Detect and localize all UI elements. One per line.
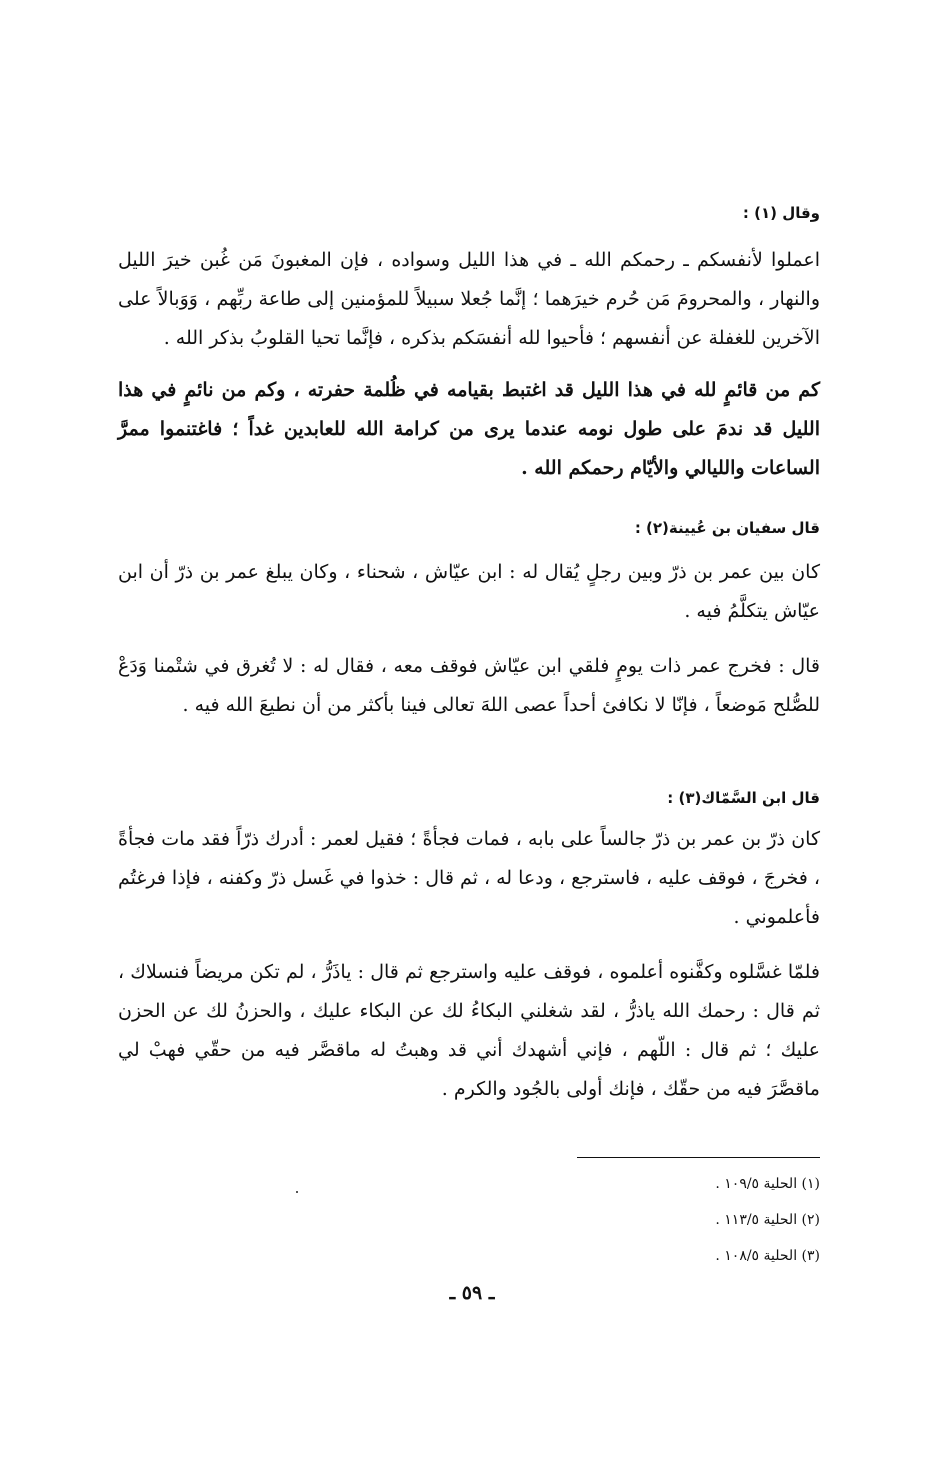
footnote-separator bbox=[577, 1157, 820, 1158]
paragraph: قال : فخرج عمر ذات يومٍ فلقي ابن عيّاش فوقف معه ، فقال له : لا تُغرق في شتْمنا وَدَعْ للصُّلح مَوضعاً ، فإنّا لا نكافئ أحداً عصى اللهَ تعالى فينا بأكثر من أن نطيعَ الله فيه . bbox=[118, 655, 820, 716]
footnote: (٣) الحلية ١٠٨/٥ . bbox=[715, 1248, 820, 1264]
paragraph: فلمّا غسَّلوه وكفَّنوه أعلموه ، فوقف عليه واسترجع ثم قال : ياذَرُّ ، لم تكن مريضاً فنسلاك ، ثم قال : رحمك الله ياذرُّ ، لقد شغلني البكاءُ لك عن البكاء عليك ، والحزنُ لك عن الحزن عليك ؛ ثم قال : اللّهم ، فإني أشهدك أني قد وهبتُ له ماقصَّر فيه من حقّي فهبْ لي ماقصَّرَ فيه من حقّك ، فإنك أولى بالجُود والكرم . bbox=[118, 961, 820, 1100]
paragraph: كان ذرّ بن عمر بن ذرّ جالساً على بابه ، فمات فجأةً ؛ فقيل لعمر : أدرك ذرّاً فقد مات فجأةً ، فخرجَ ، فوقف عليه ، فاسترجع ، ودعا له ، ثم قال : خذوا في غَسل ذرّ وكفنه ، فإذا فرغتُم فأعلموني . bbox=[118, 828, 820, 928]
paragraph: كم من قائمٍ لله في هذا الليل قد اغتبط بقيامه في ظُلمة حفرته ، وكم من نائمٍ في هذا الليل قد ندمَ على طول نومه عندما يرى من كرامة الله للعابدين غداً ؛ فاغتنموا ممرَّ الساعات والليالي والأيّام رحمكم الله . bbox=[118, 379, 820, 479]
footnote: (١) الحلية ١٠٩/٥ . bbox=[715, 1176, 820, 1192]
section-heading: قال سفيان بن عُيينة(٢) : bbox=[634, 519, 820, 537]
section-heading: وقال (١) : bbox=[742, 204, 820, 222]
scan-speck bbox=[296, 1191, 298, 1193]
section-1 bbox=[118, 203, 820, 488]
section-3 bbox=[118, 788, 820, 1109]
paragraph: اعملوا لأنفسكم ـ رحمكم الله ـ في هذا الليل وسواده ، فإن المغبونَ مَن غُبن خيرَ الليل والنهار ، والمحرومَ مَن حُرم خيرَهما ؛ إنَّما جُعلا سبيلاً للمؤمنين إلى طاعة ربِّهم ، وَوَبالاً على الآخرين للغفلة عن أنفسهم ؛ فأحيوا لله أنفسَكم بذكره ، فإنَّما تحيا القلوبُ بذكر الله . bbox=[118, 249, 820, 349]
paragraph: كان بين عمر بن ذرّ وبين رجلٍ يُقال له : ابن عيّاش ، شحناء ، وكان يبلغ عمر بن ذرّ أن ابن عيّاش يتكلَّمُ فيه . bbox=[118, 561, 820, 622]
page-number: ـ ٥٩ ـ bbox=[449, 1282, 495, 1304]
footnote: (٢) الحلية ١١٣/٥ . bbox=[715, 1212, 820, 1228]
section-heading: قال ابن السَّمّاك(٣) : bbox=[667, 789, 820, 807]
footnotes bbox=[518, 1166, 820, 1274]
section-2 bbox=[118, 518, 820, 725]
